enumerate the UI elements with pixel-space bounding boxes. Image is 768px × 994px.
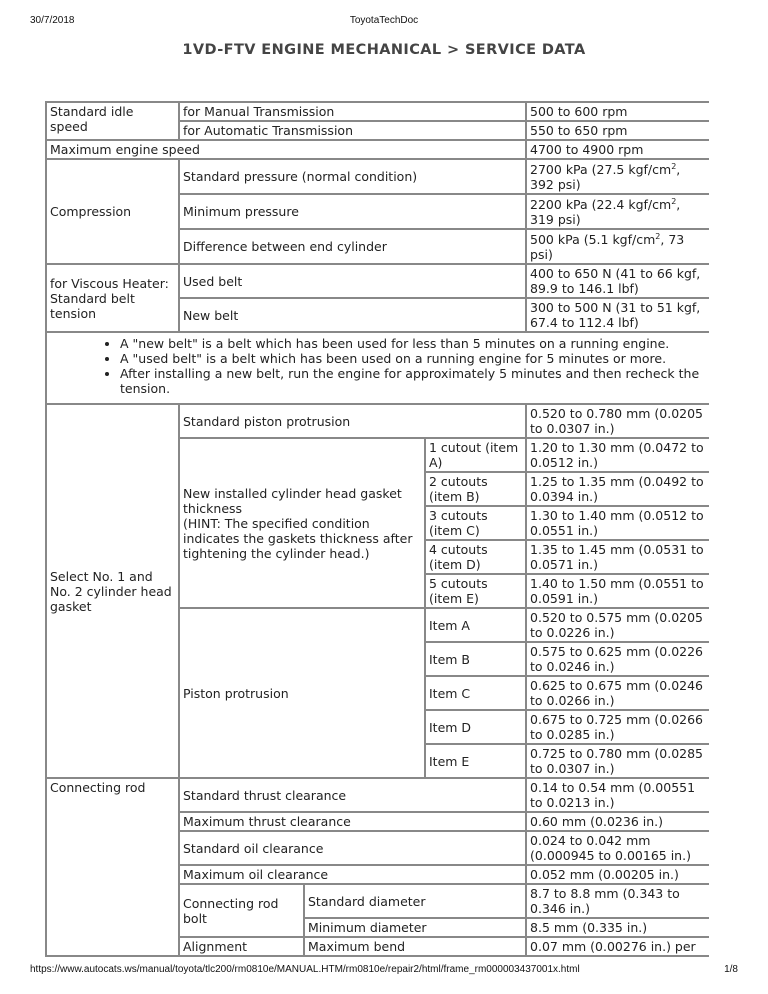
diff-pressure-label: Difference between end cylinder — [179, 229, 526, 264]
gasket-select-label: Select No. 1 and No. 2 cylinder head gasket — [46, 404, 179, 778]
std-protrusion-value: 0.520 to 0.780 mm (0.0205 to 0.0307 in.) — [526, 404, 709, 438]
connecting-rod-label: Connecting rod — [46, 778, 179, 956]
std-pressure-label: Standard pressure (normal condition) — [179, 159, 526, 194]
item-label: Item A — [425, 608, 526, 642]
max-oil-label: Maximum oil clearance — [179, 865, 526, 884]
max-speed-value: 4700 to 4900 rpm — [526, 140, 709, 159]
compression-label: Compression — [46, 159, 179, 264]
min-pressure-label: Minimum pressure — [179, 194, 526, 229]
cutout-label: 2 cutouts (item B) — [425, 472, 526, 506]
item-label: Item C — [425, 676, 526, 710]
cutout-value: 1.25 to 1.35 mm (0.0492 to 0.0394 in.) — [526, 472, 709, 506]
bolt-label: Connecting rod bolt — [179, 884, 304, 937]
alignment-label: Alignment — [179, 937, 304, 956]
service-data-table-container — [45, 101, 709, 961]
idle-mt-label: for Manual Transmission — [179, 102, 526, 121]
service-data-table — [45, 101, 709, 957]
std-diameter-label: Standard diameter — [304, 884, 526, 918]
cutout-label: 5 cutouts (item E) — [425, 574, 526, 608]
max-oil-value: 0.052 mm (0.00205 in.) — [526, 865, 709, 884]
print-footer — [30, 964, 738, 975]
cutout-value: 1.30 to 1.40 mm (0.0512 to 0.0551 in.) — [526, 506, 709, 540]
gasket-thickness-label: New installed cylinder head gasket thickness (HINT: The specified condition indicates the gaskets thickness after tightening the cylinder head.) — [179, 438, 425, 608]
print-date: 30/7/2018 — [30, 15, 75, 26]
new-belt-value: 300 to 500 N (31 to 51 kgf, 67.4 to 112.4 lbf) — [526, 298, 709, 332]
cutout-label: 3 cutouts (item C) — [425, 506, 526, 540]
item-label: Item B — [425, 642, 526, 676]
print-site-title: ToyotaTechDoc — [349, 15, 419, 26]
item-value: 0.725 to 0.780 mm (0.0285 to 0.0307 in.) — [526, 744, 709, 778]
max-speed-label: Maximum engine speed — [46, 140, 526, 159]
min-diameter-value: 8.5 mm (0.335 in.) — [526, 918, 709, 937]
belt-tension-label: for Viscous Heater: Standard belt tension — [46, 264, 179, 332]
piston-protrusion-label: Piston protrusion — [179, 608, 425, 778]
diff-pressure-value: 500 kPa (5.1 kgf/$cm^2$, 73 psi) — [526, 229, 709, 264]
max-thrust-value: 0.60 mm (0.0236 in.) — [526, 812, 709, 831]
cutout-label: 1 cutout (item A) — [425, 438, 526, 472]
item-value: 0.675 to 0.725 mm (0.0266 to 0.0285 in.) — [526, 710, 709, 744]
std-oil-value: 0.024 to 0.042 mm (0.000945 to 0.00165 in.) — [526, 831, 709, 865]
std-pressure-value: 2700 kPa (27.5 kgf/$cm^2$, 392 psi) — [526, 159, 709, 194]
item-value: 0.625 to 0.675 mm (0.0246 to 0.0266 in.) — [526, 676, 709, 710]
note-item: • A "used belt" is a belt which has been used on a running engine for 5 minutes or more. — [120, 351, 706, 366]
cutout-value: 1.20 to 1.30 mm (0.0472 to 0.0512 in.) — [526, 438, 709, 472]
min-diameter-label: Minimum diameter — [304, 918, 526, 937]
std-diameter-value: 8.7 to 8.8 mm (0.343 to 0.346 in.) — [526, 884, 709, 918]
idle-at-label: for Automatic Transmission — [179, 121, 526, 140]
min-pressure-value: 2200 kPa (22.4 kgf/$cm^2$, 319 psi) — [526, 194, 709, 229]
note-item: • A "new belt" is a belt which has been used for less than 5 minutes on a running engine. — [120, 336, 706, 351]
idle-at-value: 550 to 650 rpm — [526, 121, 709, 140]
item-value: 0.520 to 0.575 mm (0.0205 to 0.0226 in.) — [526, 608, 709, 642]
cutout-label: 4 cutouts (item D) — [425, 540, 526, 574]
std-thrust-value: 0.14 to 0.54 mm (0.00551 to 0.0213 in.) — [526, 778, 709, 812]
item-label: Item D — [425, 710, 526, 744]
item-label: Item E — [425, 744, 526, 778]
cutout-value: 1.35 to 1.45 mm (0.0531 to 0.0571 in.) — [526, 540, 709, 574]
std-protrusion-label: Standard piston protrusion — [179, 404, 526, 438]
belt-notes — [46, 332, 709, 404]
item-value: 0.575 to 0.625 mm (0.0226 to 0.0246 in.) — [526, 642, 709, 676]
std-oil-label: Standard oil clearance — [179, 831, 526, 865]
note-item: • After installing a new belt, run the engine for approximately 5 minutes and then recheck the tension. — [120, 366, 706, 396]
page-title: 1VD-FTV ENGINE MECHANICAL > SERVICE DATA — [182, 42, 586, 58]
max-bend-label: Maximum bend — [304, 937, 526, 956]
std-thrust-label: Standard thrust clearance — [179, 778, 526, 812]
max-thrust-label: Maximum thrust clearance — [179, 812, 526, 831]
idle-mt-value: 500 to 600 rpm — [526, 102, 709, 121]
new-belt-label: New belt — [179, 298, 526, 332]
used-belt-value: 400 to 650 N (41 to 66 kgf, 89.9 to 146.1 lbf) — [526, 264, 709, 298]
used-belt-label: Used belt — [179, 264, 526, 298]
max-bend-value: 0.07 mm (0.00276 in.) per — [526, 937, 709, 956]
page-number: 1/8 — [724, 964, 738, 975]
footer-url: https://www.autocats.ws/manual/toyota/tlc200/rm0810e/MANUAL.HTM/rm0810e/repair2/html/frame_rm000003437001x.html — [30, 964, 580, 975]
idle-speed-label: Standard idle speed — [46, 102, 179, 140]
cutout-value: 1.40 to 1.50 mm (0.0551 to 0.0591 in.) — [526, 574, 709, 608]
